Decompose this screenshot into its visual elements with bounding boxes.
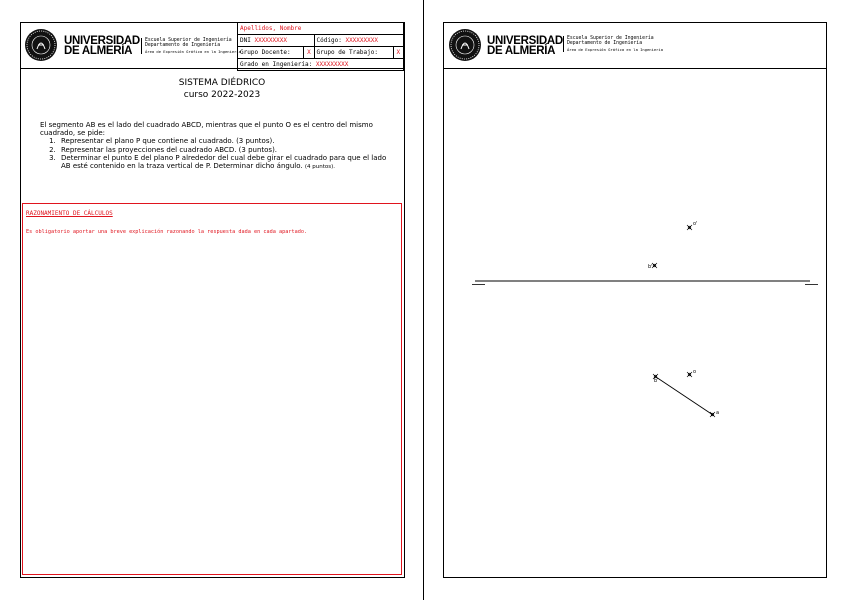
degree-field[interactable]: Grado en Ingeniería: XXXXXXXXX xyxy=(238,59,404,71)
point-b-vertical-mark xyxy=(652,263,657,268)
school-info: Escuela Superior de Ingeniería Departamento de Ingeniería Área de Expresión Gráfica en la Ingeniería xyxy=(563,36,663,52)
teaching-group-field[interactable]: X xyxy=(304,47,314,59)
work-group-label: Grupo de Trabajo: xyxy=(314,47,393,59)
calc-box-title: RAZONAMIENTO DE CÁLCULOS xyxy=(26,210,113,217)
exercise-title: SISTEMA DIÉDRICO xyxy=(178,78,266,88)
university-name: UNIVERSIDAD DE ALMERÍA xyxy=(64,35,140,57)
statement-intro: El segmento AB es el lado del cuadrado ABCD, mientras que el punto O es el centro del mismo cuadrado, se pide: xyxy=(40,121,373,138)
school-info: Escuela Superior de Ingeniería Departamento de Ingeniería Área de Expresión Gráfica en la Ingeniería xyxy=(141,38,241,54)
calculation-reasoning-box[interactable] xyxy=(22,203,402,575)
teaching-group-label: Grupo Docente: xyxy=(238,47,304,59)
label-b-vertical: b' xyxy=(648,264,653,270)
calc-box-note: Es obligatorio aportar una breve explicación razonando la respuesta dada en cada apartado. xyxy=(26,229,308,235)
point-o-vertical-mark xyxy=(687,225,692,230)
label-a-horizontal: a xyxy=(716,410,720,416)
point-a-horizontal-mark xyxy=(710,412,715,417)
statement-item: 2. Representar las proyecciones del cuadrado ABCD. (3 puntos). xyxy=(58,146,390,154)
exercise-course: curso 2022-2023 xyxy=(183,90,261,100)
code-field[interactable]: Código: XXXXXXXXX xyxy=(314,35,403,47)
label-b-horizontal: b xyxy=(654,378,658,384)
statement-list xyxy=(40,137,390,171)
university-seal-icon xyxy=(449,29,481,61)
name-field[interactable]: Apellidos, Nombre xyxy=(238,23,404,35)
work-group-field[interactable]: X xyxy=(393,47,403,59)
label-o-horizontal: o xyxy=(693,369,697,375)
statement-item: 1. Representar el plano P que contiene al cuadrado. (3 puntos). xyxy=(58,137,390,145)
segment-ab-horizontal xyxy=(656,377,713,415)
dni-field[interactable]: DNI XXXXXXXXX xyxy=(238,35,315,47)
exercise-statement xyxy=(40,121,390,171)
university-seal-icon xyxy=(25,29,57,61)
student-info-table xyxy=(237,22,404,71)
statement-item: 3. Determinar el punto E del plano P alrededor del cual debe girar el cuadrado para que el lado AB esté contenido en la traza vertical de P. Determinar dicho ángulo. (4 puntos). xyxy=(58,154,390,171)
university-name: UNIVERSIDAD DE ALMERÍA xyxy=(487,35,563,57)
label-o-vertical: o' xyxy=(693,221,698,227)
point-o-horizontal-mark xyxy=(687,372,692,377)
dihedral-drawing xyxy=(443,69,827,578)
